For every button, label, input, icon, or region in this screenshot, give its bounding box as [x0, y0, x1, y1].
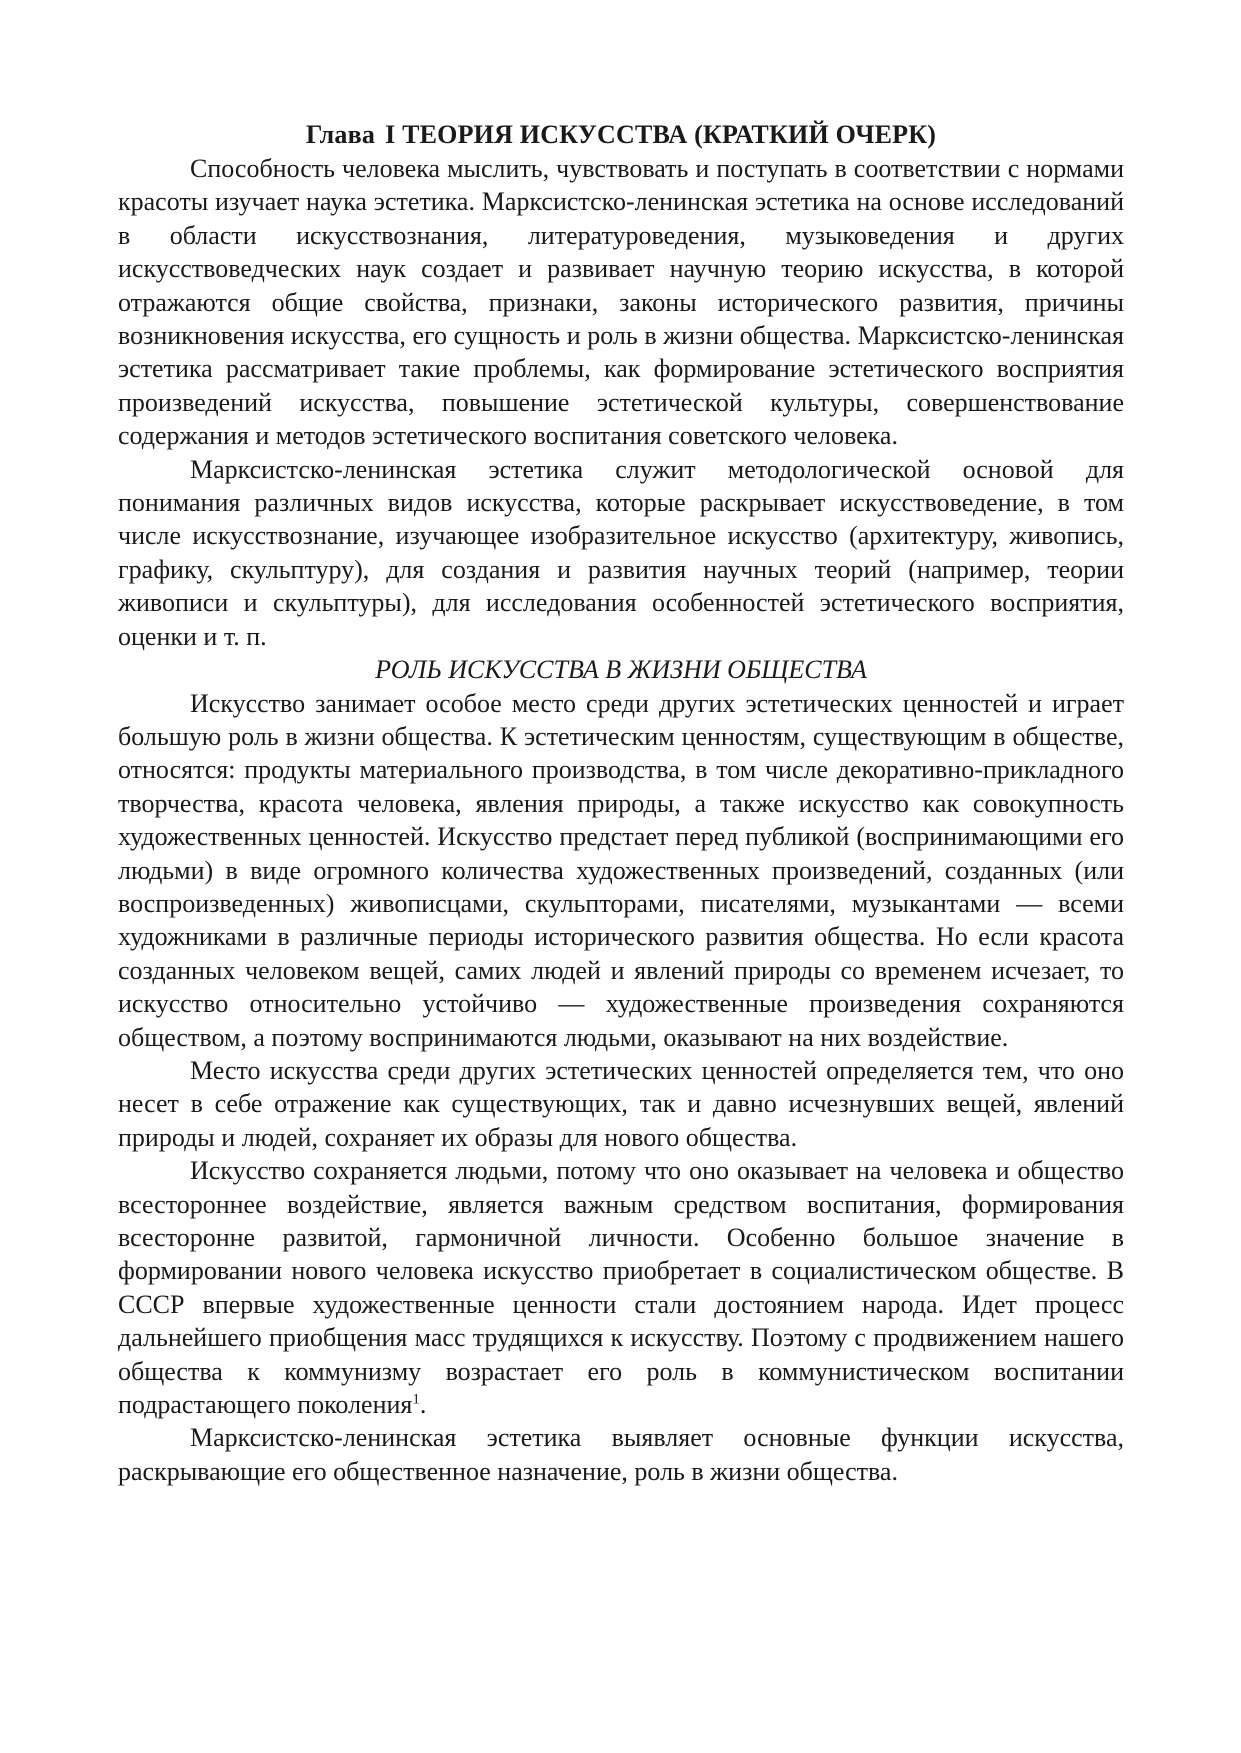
section-title: РОЛЬ ИСКУССТВА В ЖИЗНИ ОБЩЕСТВА	[375, 655, 867, 685]
paragraph-intro-2: Марксистско-ленинская эстетика служит методологической основой для понимания различных видов искусства, которые раскрывает искусствоведение, в том числе искусствознание, изучающее изобразительное искусство (архитектуру, живопись, графику, скульптуру), для создания и развития научных теорий (например, теории живописи и скульптуры), для исследования особенностей эстетического восприятия, оценки и т. п.	[118, 454, 1124, 651]
chapter-number: I	[385, 120, 396, 149]
paragraph-section-2: Место искусства среди других эстетических ценностей определяется тем, что оно несет в себе отражение как существующих, так и давно исчезнувших вещей, явлений природы и людей, сохраняет их образы для нового общества.	[118, 1055, 1124, 1152]
paragraph-final: Марксистско-ленинская эстетика выявляет основные функции искусства, раскрывающие его общественное назначение, роль в жизни общества.	[118, 1423, 1124, 1486]
page-content	[118, 118, 1124, 1488]
paragraph-footnoted	[118, 1154, 1124, 1421]
chapter-prefix: Глава	[305, 120, 376, 149]
paragraph-intro-1: Способность человека мыслить, чувствовать и поступать в соответствии с нормами красоты изучает наука эстетика. Марксистско-ленинская эстетика на основе исследований в области искусствознания, литературоведения, музыковедения и других искусствоведческих наук создает и развивает научную теорию искусства, в которой отражаются общие свойства, признаки, законы исторического развития, причины возникновения искусства, его сущность и роль в жизни общества. Марксистско-ленинская эстетика рассматривает такие проблемы, как формирование эстетического восприятия произведений искусства, повышение эстетической культуры, совершенствование содержания и методов эстетического воспитания советского человека.	[118, 154, 1124, 451]
chapter-heading-text: ТЕОРИЯ ИСКУССТВА (КРАТКИЙ ОЧЕРК)	[402, 120, 937, 149]
paragraph-footnoted-text: Искусство сохраняется людьми, потому что оно оказывает на человека и общество всестороннее воздействие, является важным средством воспитания, формирования всесторонне развитой, гармоничной личности. Особенно большое значение в формировании нового человека искусство приобретает в социалистическом обществе. В СССР впервые художественные ценности стали достоянием народа. Идет процесс дальнейшего приобщения масс трудящихся к искусству. Поэтому с продвижением нашего общества к коммунизму возрастает его роль в коммунистическом воспитании подрастающего поколения	[118, 1156, 1124, 1420]
footnote-mark: 1	[412, 1391, 420, 1408]
paragraph-footnoted-end: .	[419, 1390, 427, 1420]
chapter-title	[118, 118, 1124, 152]
paragraph-section-1: Искусство занимает особое место среди других эстетических ценностей и играет большую роль в жизни общества. К эстетическим ценностям, существующим в обществе, относятся: продукты материального производства, в том числе декоративно-прикладного творчества, красота человека, явления природы, а также искусство как совокупность художественных ценностей. Искусство предстает перед публикой (воспринимающими его людьми) в виде огромного количества художественных произведений, созданных (или воспроизведенных) живописцами, скульпторами, писателями, музыкантами — всеми художниками в различные периоды исторического развития общества. Но если красота созданных человеком вещей, самих людей и явлений природы со временем исчезает, то искусство относительно устойчиво — художественные произведения сохраняются обществом, а поэтому воспринимаются людьми, оказывают на них воздействие.	[118, 688, 1124, 1052]
